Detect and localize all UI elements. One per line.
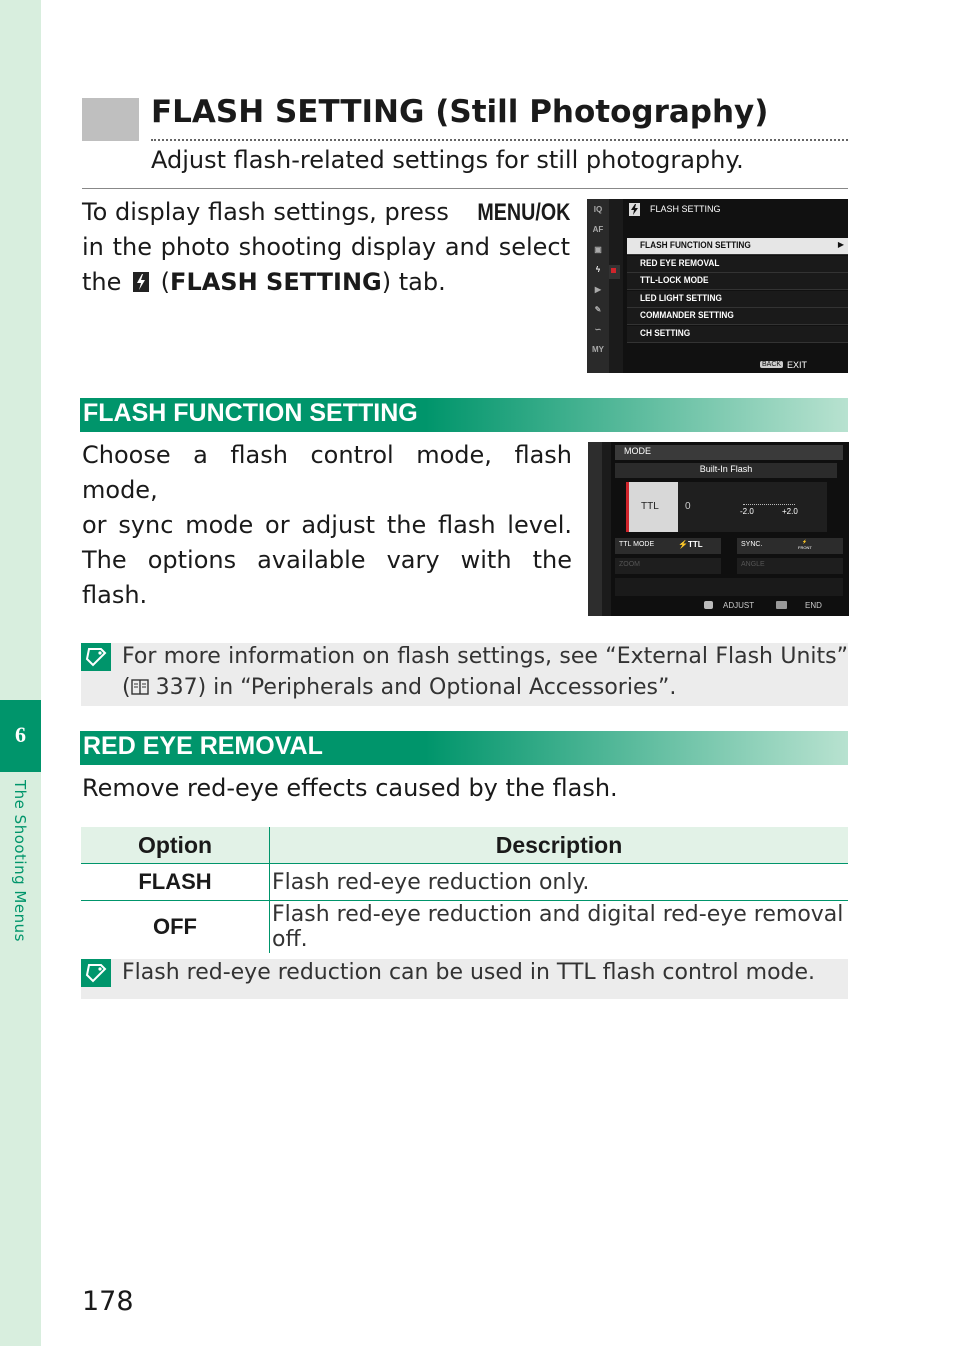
description-cell: Flash red-eye reduction and digital red-eye removal off. <box>272 902 844 952</box>
page-title: FLASH SETTING (Still Photography) <box>151 94 769 130</box>
menu-item[interactable] <box>627 308 848 325</box>
menu-tab-af-mf-icon[interactable]: AF <box>592 225 604 234</box>
flash-setting-term: FLASH SETTING <box>170 268 382 296</box>
zoom-label: ZOOM <box>619 561 640 568</box>
intro-line-3 <box>82 265 570 300</box>
menu-tab-custom-icon[interactable]: ∽ <box>594 325 602 334</box>
menu-item-label: FLASH FUNCTION SETTING <box>640 240 751 250</box>
ttl-mode-label: TTL MODE <box>619 541 655 548</box>
menu-item[interactable] <box>627 291 848 308</box>
subtitle-divider <box>82 188 848 189</box>
intro-paragraph <box>82 195 570 300</box>
menu-tab-my-icon[interactable]: MY <box>592 345 604 354</box>
table-row <box>81 864 848 901</box>
ttl-mode-value: ⚡TTL <box>678 540 703 549</box>
active-tab-marker <box>611 268 616 273</box>
section-heading-flash-function <box>80 398 848 432</box>
mode-empty-row <box>615 578 843 596</box>
chapter-label: The Shooting Menus <box>11 780 29 942</box>
note-text: 337) in “Peripherals and Optional Accessories”. <box>148 675 677 700</box>
menu-tab-i-q-icon[interactable]: IQ <box>593 205 603 214</box>
option-cell: FLASH <box>81 864 270 901</box>
note-icon <box>81 959 111 987</box>
note-icon <box>81 643 111 671</box>
flash-function-line-3: The options available vary with the flash. <box>82 546 572 609</box>
description-cell: Flash red-eye reduction only. <box>270 864 849 901</box>
menu-item-label: TTL-LOCK MODE <box>640 275 709 285</box>
intro-line-1 <box>82 195 570 230</box>
flash-level-value: 0 <box>685 501 691 512</box>
note-line-2 <box>122 672 848 705</box>
menu-tab-wrench-icon[interactable]: ✎ <box>594 305 602 314</box>
screen-left-edge <box>588 442 602 616</box>
page-subtitle: Adjust flash-related settings for still photography. <box>151 146 744 174</box>
flash-level-scale <box>743 504 795 505</box>
red-eye-description: Remove red-eye effects caused by the flash. <box>82 774 618 802</box>
menu-tab-flash-icon[interactable]: ϟ <box>595 265 601 274</box>
title-divider <box>151 139 848 141</box>
red-eye-options-table <box>81 827 848 953</box>
flash-mode-screenshot <box>588 442 849 616</box>
sync-value-text: FRONT <box>798 545 812 550</box>
end-label: END <box>805 601 822 610</box>
note-text: ( <box>122 675 131 700</box>
option-cell: OFF <box>81 901 270 954</box>
back-key: BACK <box>762 361 782 368</box>
flash-function-line-2: or sync mode or adjust the flash level. <box>82 511 572 539</box>
flash-function-line-1: Choose a flash control mode, flash mode, <box>82 441 572 504</box>
menu-item-label: CH SETTING <box>640 327 691 338</box>
intro-text: the <box>82 268 122 296</box>
menu-item-label: COMMANDER SETTING <box>640 310 734 320</box>
note-external-flash <box>81 643 848 706</box>
chapter-sidebar <box>0 0 41 1346</box>
title-marker <box>82 98 139 141</box>
sync-label: SYNC. <box>741 541 763 548</box>
table-row <box>81 901 848 954</box>
section-heading-text: FLASH FUNCTION SETTING <box>83 399 418 427</box>
disp-back-icon <box>776 601 787 609</box>
menu-tab-camera-icon[interactable]: ▣ <box>594 245 602 254</box>
flash-icon <box>629 203 640 216</box>
angle-label: ANGLE <box>741 561 765 568</box>
table-header-row <box>81 827 848 864</box>
ttl-option-label: TTL <box>641 501 659 512</box>
note-line-1: For more information on flash settings, see “External Flash Units” <box>122 644 848 669</box>
menu-item-label: LED LIGHT SETTING <box>640 292 722 303</box>
chevron-right-icon: ▶ <box>837 240 844 249</box>
section-heading-red-eye <box>80 731 848 765</box>
menu-item[interactable] <box>627 238 848 255</box>
intro-text: ( <box>160 268 171 296</box>
page-number: 178 <box>82 1286 134 1317</box>
header-option: Option <box>81 827 270 864</box>
menu-header: FLASH SETTING <box>650 204 721 214</box>
flash-setting-menu-screenshot <box>587 199 848 373</box>
intro-text: ) tab. <box>381 268 446 296</box>
flash-function-paragraph <box>82 438 572 613</box>
exit-label: EXIT <box>787 360 808 370</box>
menu-item[interactable] <box>627 326 848 343</box>
chapter-number: 6 <box>15 722 26 747</box>
intro-line-2: in the photo shooting display and select <box>82 233 570 261</box>
ttl-mode-value-text: TTL <box>687 540 703 549</box>
adjust-label: ADJUST <box>723 601 755 610</box>
menu-item[interactable] <box>627 273 848 290</box>
scale-min: -2.0 <box>740 507 754 516</box>
intro-text: To display flash settings, press <box>82 198 449 226</box>
flash-unit-label: Built-In Flash <box>699 464 753 474</box>
note-ttl-mode <box>81 959 848 999</box>
menu-ok-key: MENU/OK <box>477 199 570 226</box>
flash-tab-icon <box>133 272 149 292</box>
menu-item[interactable] <box>627 256 848 273</box>
menu-tab-movie-icon[interactable]: ▶ <box>594 285 602 294</box>
section-heading-text: RED EYE REMOVAL <box>83 732 323 760</box>
sync-value: ⚡ FRONT <box>798 539 812 550</box>
mode-label: MODE <box>624 446 651 456</box>
scale-max: +2.0 <box>782 507 798 516</box>
menu-item-label: RED EYE REMOVAL <box>640 257 720 268</box>
header-description: Description <box>270 827 849 864</box>
book-icon <box>131 674 149 705</box>
adjust-icon <box>704 601 713 609</box>
note-text: Flash red-eye reduction can be used in TTL flash control mode. <box>122 960 816 985</box>
